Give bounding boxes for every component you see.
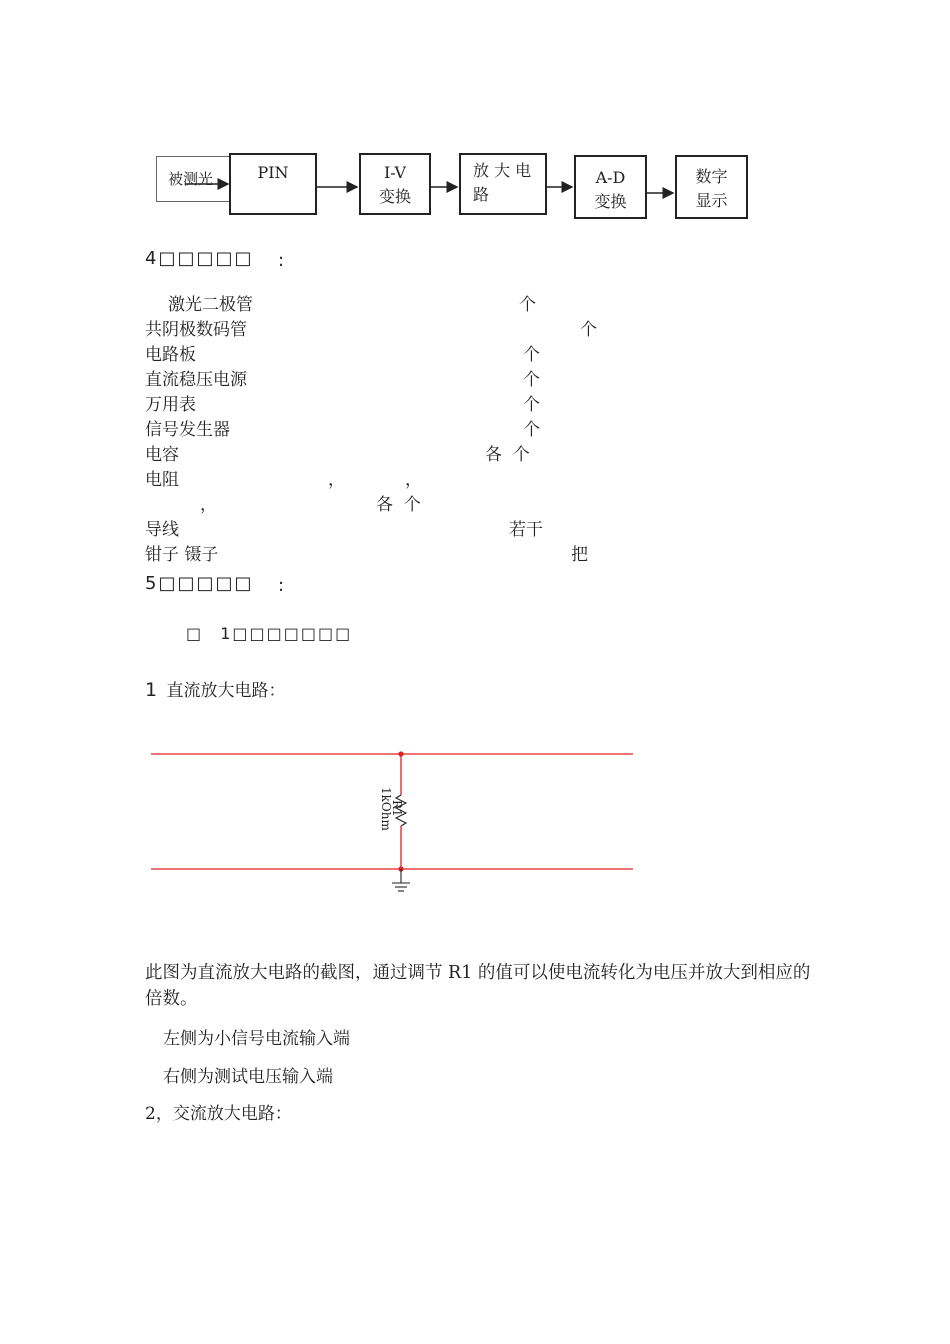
equipment-qty: 个 [523, 370, 540, 390]
equipment-name: 电路板 [145, 345, 196, 365]
section5-number: 5 [145, 573, 159, 594]
section5-title: □□□□□ [158, 573, 254, 594]
section4-colon: : [278, 250, 287, 271]
figure-caption-prefix: □ [186, 624, 204, 643]
section5-colon: : [278, 575, 287, 596]
block-amplifier-line1: 放 大 电 [473, 161, 532, 180]
equipment-name: 共阴极数码管 [145, 320, 247, 340]
resistor-comma: ， [200, 495, 217, 515]
dc-amp-description: 此图为直流放大电路的截图，通过调节 R1 的值可以使电流转化为电压并放大到相应的倍数。 [145, 963, 811, 1009]
equipment-name: 万用表 [145, 395, 196, 415]
equipment-qty: 个 [523, 345, 540, 365]
dc-amp-heading-number: 1 [145, 679, 158, 701]
equipment-name: 信号发生器 [145, 420, 230, 440]
dc-amp-left-note: 左侧为小信号电流输入端 [163, 1029, 350, 1049]
block-iv-line1: I-V [383, 163, 407, 182]
section4-title: □□□□□ [158, 248, 254, 269]
equipment-name: 激光二极管 [168, 295, 253, 315]
equipment-qty: 各 个 [485, 445, 530, 465]
input-label: 被测光 [168, 170, 214, 188]
block-iv-line2: 变换 [378, 187, 411, 206]
equipment-qty: 个 [580, 320, 597, 340]
equipment-name: 导线 [145, 520, 179, 540]
dc-amp-heading [145, 676, 286, 701]
equipment-name: 电容 [145, 445, 179, 465]
equipment-name: 钳子 镊子 [145, 545, 219, 565]
equipment-qty: 若干 [509, 520, 543, 540]
equipment-qty: 个 [523, 395, 540, 415]
ac-amp-heading: 2，交流放大电路： [145, 1104, 292, 1124]
block-ad-line2: 变换 [594, 192, 627, 211]
equipment-qty: 把 [571, 545, 588, 565]
block-ad-line1: A-D [595, 168, 626, 187]
resistor-qty: 各 个 [376, 495, 421, 515]
section4-number: 4 [145, 248, 159, 269]
resistor-comma: ， [405, 470, 422, 490]
section4-heading [145, 248, 254, 269]
resistor-comma: ， [328, 470, 345, 490]
section5-heading [145, 573, 254, 594]
equipment-name: 直流稳压电源 [145, 370, 247, 390]
block-display-line1: 数字 [695, 167, 728, 186]
block-pin-line1: PIN [257, 163, 289, 182]
block-display-line2: 显示 [695, 191, 728, 210]
equipment-qty: 个 [519, 295, 536, 315]
equipment-name: 电阻 [145, 470, 179, 490]
dc-amp-heading-text: 直流放大电路： [166, 681, 286, 701]
block-arrows [0, 0, 950, 240]
equipment-qty: 个 [523, 420, 540, 440]
dc-amp-schematic [140, 740, 650, 910]
figure-caption [186, 624, 352, 643]
block-amplifier-line2: 路 [473, 185, 490, 204]
resistor-label-value: 1kOhm [379, 787, 393, 831]
figure-caption-text: 1□□□□□□□ [220, 624, 353, 643]
dc-amp-right-note: 右侧为测试电压输入端 [163, 1067, 333, 1087]
resistor-label-ref: R1 [390, 800, 404, 817]
